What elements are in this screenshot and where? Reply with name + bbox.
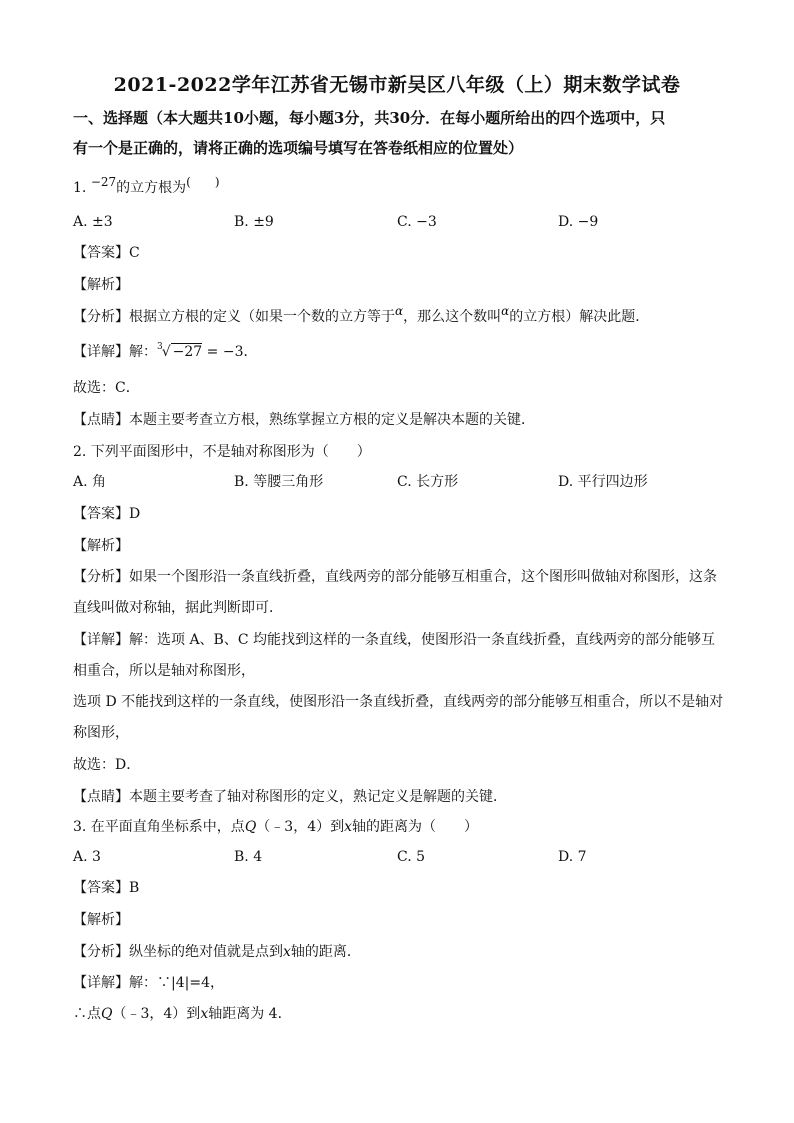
q1-detail xyxy=(73,342,257,364)
q1-comment: 【点睛】本题主要考查立方根，熟练掌握立方根的定义是解决本题的关键． xyxy=(73,412,535,428)
q1-option-a: A. ±3 xyxy=(73,214,113,230)
q3-answer: 【答案】B xyxy=(73,880,140,896)
fenxi-text-a: 【分析】纵坐标的绝对值就是点到 xyxy=(73,944,283,960)
q3-option-a: A. 3 xyxy=(73,849,101,865)
stem-text-a: 3. 在平面直角坐标系中，点 xyxy=(73,819,245,835)
stem-text-c: 轴的距离为（ ） xyxy=(352,819,479,835)
x-axis-symbol: x xyxy=(344,819,353,835)
alpha-symbol: α xyxy=(395,304,404,318)
concl-text-c: 轴距离为 4． xyxy=(208,1006,292,1022)
q2-comment: 【点睛】本题主要考查了轴对称图形的定义，熟记定义是解题的关键． xyxy=(73,789,507,805)
q2-detail-line3: 选项 D 不能找到这样的一条直线，使图形沿一条直线折叠，直线两旁的部分能够互相重合，所以不是轴对 xyxy=(73,694,724,710)
q3-option-b: B. 4 xyxy=(234,849,263,865)
q2-detail-line2: 相重合，所以是轴对称图形， xyxy=(73,663,255,679)
q1-option-b: B. ±9 xyxy=(234,214,274,230)
concl-text-a: ∴点 xyxy=(73,1006,101,1022)
q3-option-c: C. 5 xyxy=(397,849,426,865)
q2-option-a: A. 角 xyxy=(73,474,107,490)
q2-fenxi-line2: 直线叫做对称轴，据此判断即可． xyxy=(73,600,283,616)
question-number: 1. xyxy=(73,180,87,196)
answer-parens: ( ) xyxy=(186,175,220,189)
q2-choose: 故选：D． xyxy=(73,757,141,773)
q3-option-d: D. 7 xyxy=(558,849,587,865)
detail-prefix: 【详解】解： xyxy=(73,344,157,360)
q2-detail-line4: 称图形， xyxy=(73,725,129,741)
cube-root-expression: $^3$√ −27 xyxy=(157,342,203,360)
point-q: Q xyxy=(101,1006,113,1022)
alpha-symbol: α xyxy=(501,304,510,318)
stem-text: 的立方根为 xyxy=(116,180,187,196)
question-3-stem xyxy=(73,817,478,837)
q3-detail: 【详解】解：∵|4|=4， xyxy=(73,975,224,991)
q3-conclusion xyxy=(73,1004,292,1024)
root-index: 3 xyxy=(157,342,163,352)
page-title: 2021-2022学年江苏省无锡市新吴区八年级（上）期末数学试卷 xyxy=(113,74,681,96)
q1-option-d: D. −9 xyxy=(558,214,599,230)
q1-answer: 【答案】C xyxy=(73,245,140,261)
q2-option-b: B. 等腰三角形 xyxy=(234,474,324,490)
q2-option-d: D. 平行四边形 xyxy=(558,474,648,490)
q2-fenxi-line1: 【分析】如果一个图形沿一条直线折叠，直线两旁的部分能够互相重合，这个图形叫做轴对称图形，这条 xyxy=(73,569,717,585)
question-2-stem: 2. 下列平面图形中，不是轴对称图形为（ ） xyxy=(73,444,371,460)
concl-text-b: （﹣3，4）到 xyxy=(112,1006,201,1022)
x-axis-symbol: x xyxy=(200,1006,209,1022)
q2-option-c: C. 长方形 xyxy=(397,474,459,490)
expression: −27 xyxy=(90,175,117,189)
stem-text-b: （﹣3，4）到 xyxy=(256,819,345,835)
radicand: −27 xyxy=(172,344,203,360)
fenxi-text-a: 【分析】根据立方根的定义（如果一个数的立方等于 xyxy=(73,309,395,325)
q2-analysis-label: 【解析】 xyxy=(73,538,129,554)
q1-fenxi xyxy=(73,304,650,327)
q3-analysis-label: 【解析】 xyxy=(73,912,129,928)
q2-detail-line1: 【详解】解：选项 A、B、C 均能找到这样的一条直线，使图形沿一条直线折叠，直线两旁的部分能够互 xyxy=(73,632,716,648)
q1-choose: 故选：C． xyxy=(73,380,140,396)
point-q: Q xyxy=(244,819,257,835)
x-axis-symbol: x xyxy=(283,944,291,960)
q1-option-c: C. −3 xyxy=(397,214,437,230)
section-heading-line1: 一、选择题（本大题共10小题，每小题3分，共30分．在每小题所给出的四个选项中，只 xyxy=(73,109,666,127)
fenxi-text-b: 轴的距离． xyxy=(290,944,361,960)
q1-analysis-label: 【解析】 xyxy=(73,277,129,293)
detail-result: = −3． xyxy=(202,344,258,360)
question-1-stem xyxy=(73,175,220,198)
q2-answer: 【答案】D xyxy=(73,506,141,522)
fenxi-text-c: 的立方根）解决此题． xyxy=(509,309,650,325)
fenxi-text-b: ，那么这个数叫 xyxy=(403,309,502,325)
section-heading-line2: 有一个是正确的，请将正确的选项编号填写在答卷纸相应的位置处） xyxy=(73,139,524,157)
q3-fenxi xyxy=(73,942,361,962)
